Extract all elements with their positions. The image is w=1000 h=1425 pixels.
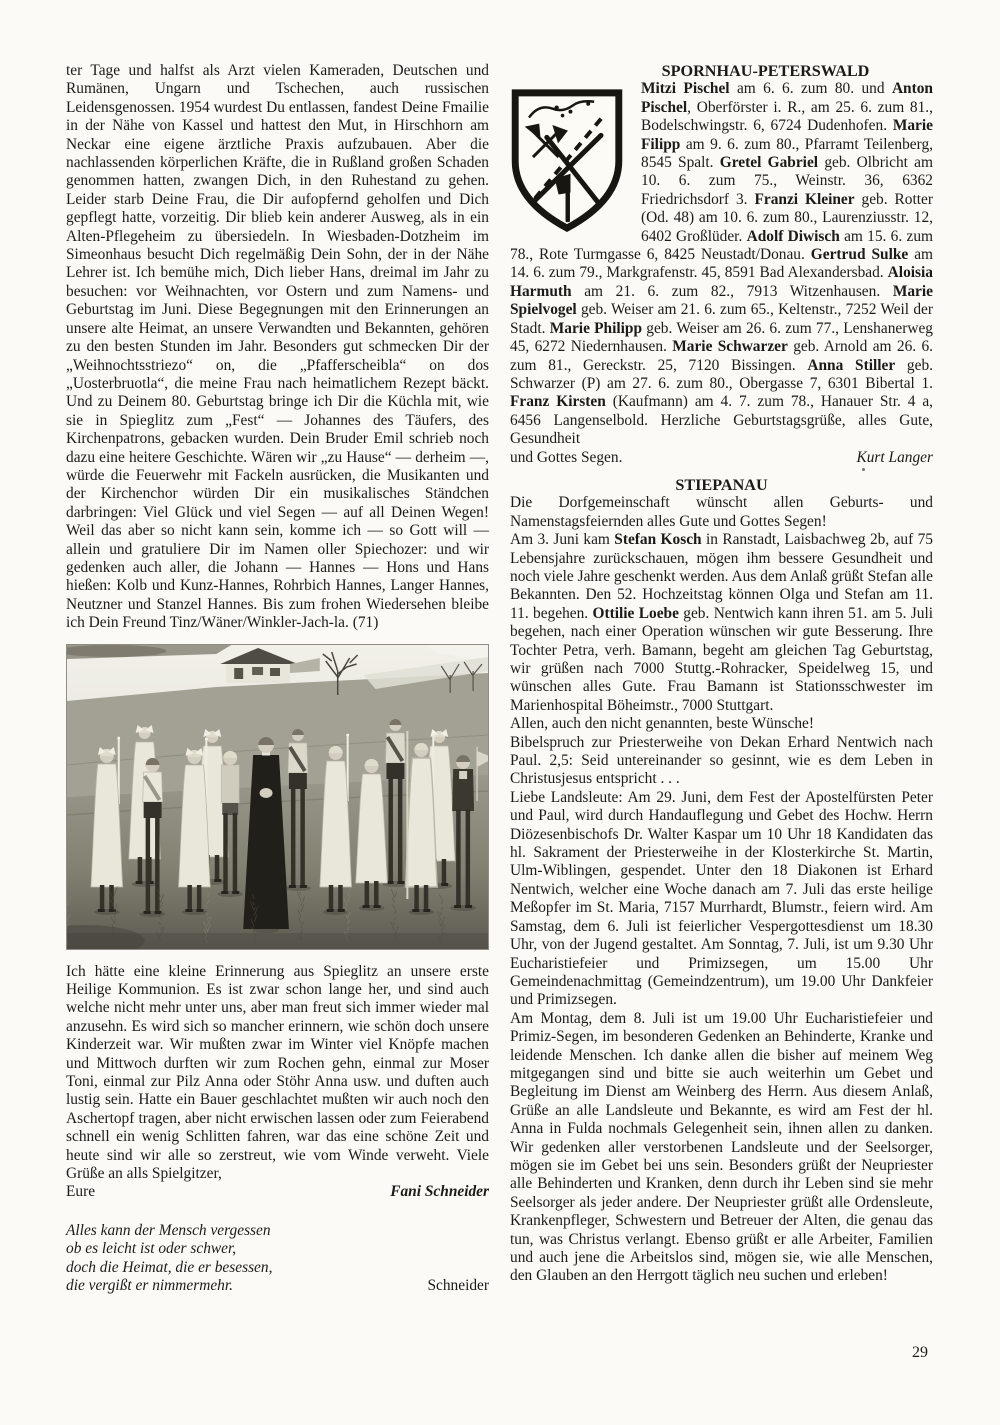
text-run: geb. Weiser am 26. 6. zum 77., Lenshanerweg 45, 6272 Niedernhausen. bbox=[510, 319, 933, 356]
text-run: am 6. 6. zum 80. und bbox=[729, 80, 892, 98]
text-run: in Ranstadt, Laisbachweg 2b, auf 75 Lebensjahre zurückschauen, mögen ihm bessere Gesundheit und noch viele Jahre geschenkt werden. Aus dem Anlaß grüßt Stefan alle Bekannten. Den 52. Hochzeitstag können Olga und Stefan am 11. 11. begehen. bbox=[510, 531, 933, 622]
poem-last-row bbox=[66, 1277, 489, 1295]
text-run: geb. Arnold am 26. 6. zum 81., Gereckstr. 25, 7120 Bissingen. bbox=[510, 338, 934, 374]
text-run: Die Dorfgemeinschaft wünscht allen Geburts- und Namenstagsfeiernden alles Gute und Gottes Segen! bbox=[510, 494, 933, 530]
text-run: Liebe Landsleute: Am 29. Juni, dem Fest der Apostelfürsten Peter und Paul, wird durch Handauflegung und Gebet des Hochw. Herrn Diözesenbischofs Dr. Walter Kaspar um 10 Uhr 18 Kandidaten das hl. Sakrament der Priesterweihe in der Klosterkirche St. Martin, Ulm-Wiblingen, gespendet. Unter den 18 Diakonen ist Erhard Nentwich, welcher eine Woche danach am 7. Juli das erste heilige Meßopfer im St. Maria, 7157 Murrhardt, Blumstr., feiern wird. Am Samstag, dem 6. Juli ist feierlicher Vespergottesdienst um 18.30 Uhr, von der Jugend gestaltet. Am Sonntag, 7. Juli, ist um 9.30 Uhr Eucharistiefeier und Primizsegen, um 15.00 Uhr Gemeindenachmittag (Gemeindzentrum), um 19.00 Uhr Dankfeier und Primizsegen. bbox=[510, 788, 933, 1009]
communion-photo bbox=[66, 644, 489, 950]
section-title-spornhau-peterswald: SPORNHAU-PETERSWALD bbox=[661, 62, 870, 80]
text-run: am 14. 6. zum 79., Markgrafenstr. 45, 8591 Bad Alexandersbad. bbox=[510, 246, 934, 282]
text-run: Gertrud Sulke bbox=[810, 246, 909, 264]
stiepanau-paragraph-1 bbox=[510, 494, 933, 531]
poem bbox=[66, 1222, 489, 1296]
poem-line-1: Alles kann der Mensch vergessen bbox=[66, 1221, 271, 1239]
spornhau-signature-row bbox=[510, 449, 933, 467]
poem-signature: Schneider bbox=[427, 1277, 489, 1295]
spornhau-section-body bbox=[510, 80, 933, 467]
text-run: Allen, auch den nicht genannten, beste Wünsche! bbox=[510, 715, 815, 733]
text-run: Ottilie Loebe bbox=[592, 604, 679, 622]
poem-line-4: die vergißt er nimmermehr. bbox=[66, 1277, 233, 1295]
text-run: Marie Philipp bbox=[549, 319, 643, 337]
communion-photo-image bbox=[67, 645, 488, 949]
text-run: Anna Stiller bbox=[807, 356, 896, 374]
text-run: am 21. 6. zum 82., 7913 Witzenhausen. bbox=[571, 282, 893, 300]
text-run: Adolf Diwisch bbox=[746, 227, 840, 245]
letter-continuation-text bbox=[66, 62, 489, 633]
stiepanau-paragraph-3 bbox=[510, 715, 933, 733]
spornhau-closing: und Gottes Segen. bbox=[510, 448, 623, 466]
section-title-stiepanau: STIEPANAU bbox=[675, 475, 768, 494]
stiepanau-paragraph-6 bbox=[510, 1010, 933, 1286]
text-run: ter Tage und halfst als Arzt vielen Kameraden, Deutschen und Rumänen, Ungarn und Tschechen, auch russischen Leidensgenossen. 1954 wurdest Du entlassen, fandest Deine Fmailie in der Nähe von Kassel und hattest den Mut, in Hirschhorn am Neckar eine eigene ärztliche Praxis aufzubauen. Aber die nachlassenden körperlichen Kräfte, die in Rußland großen Schaden genommen hatten, zwangen Dich, in den Ruhestand zu gehen. Leider starb Deine Frau, die Dir aufopfernd geholfen und Dich gepflegt hatte, vorzeitig. Dir blieb kein anderer Ausweg, als in ein Alten-Pflegeheim zu übersiedeln. In Wiesbaden-Dotzheim im Simeonhaus besucht Dich regelmäßig Dein Sohn, der in der Nähe Lehrer ist. Ich bemühe mich, Dich lieber Hans, dreimal im Jahr zu besuchen: vor Weihnachten, vor Ostern und zum Namens- und Geburtstag im Juni. Diese Begegnungen mit den Erinnerungen an unsere alte Heimat, an unsere Verwandten und Bekannten, gehören zu den besten Stunden im Jahr. Besonders gut schmecken Dir der „Weihnochtsstriezo“ on, die „Pfafferscheibla“ on dos „Uosterbruotla“, die meine Frau nach heimatlichem Rezept bäckt. Und zu Deinem 80. Geburtstag bringe ich Dir die Küchla mit, wie sie in Spieglitz zum „Fest“ — Johannes des Täufers, des Kirchenpatrons, gebacken wurden. Dein Bruder Emil schrieb noch dazu eine heitere Geschichte. Wären wir „zu Hause“ — derheim —, würde die Feuerwehr mit Fackeln ausrücken, die Musikanten und der Kirchenchor würden Dir ein musikalisches Ständchen darbringen: Viel Glück und viel Segen — auf all Deinen Wegen! Weil das aber so nicht kann sein, komme ich — so Gott will — allein und gratuliere Dir im Namen oller Spiechozer: und wir gedenken auch aller, die Johann — Hannes — Hons und Hans hießen: Kolb und Kunz-Hannes, Rohrbich Hannes, Langer Hannes, Neutzner und Stanzel Hannes. Bis zum frohen Wiedersehen bleibe ich Dein Freund Tinz/Wäner/Winkler-Jach-la. (71) bbox=[66, 62, 489, 632]
text-run: , Oberförster i. R., am 25. 6. zum 81., Bodelschwingstr. 6, 6724 Dudenhofen. bbox=[641, 98, 933, 135]
page-number: 29 bbox=[912, 1344, 928, 1361]
text-run: Stefan Kosch bbox=[614, 531, 702, 549]
text-run: Marie Filipp bbox=[641, 117, 933, 153]
poem-line-2: ob es leicht ist oder schwer, bbox=[66, 1240, 237, 1258]
text-run: Am 3. Juni kam bbox=[510, 531, 615, 549]
text-run: Ich hätte eine kleine Erinnerung aus Spieglitz an unsere erste Heilige Kommunion. Es ist zwar schon lange her, und sind auch welche nicht mehr unter uns, aber man freut sich immer wieder mal anzusehn. Es wird sich so mancher erinnern, wie schön doch unsere Kinderzeit war. Wir mußten zwar im Winter viel Knöpfe machen und Mittwoch durften wir zum Rochen gehn, einmal zur Moser Toni, einmal zur Pilz Anna oder Stöhr Anna usw. und duften auch lustig sein. Hatte ein Bauer geschlachtet mußten wir auch noch den Aschertopf tragen, aber nicht erwischen lassen oder zum Feierabend schnell ein wenig Schlitten fahren, war das eine schöne Zeit und heute sind wir alle so zerstreut, wie vom Winde verweht. Viele Grüße an alls Spielgitzer, bbox=[66, 962, 489, 1183]
spornhau-crest-icon bbox=[505, 84, 629, 234]
text-run: Mitzi Pischel bbox=[641, 80, 730, 98]
text-run: geb. Schwarzer (P) am 27. 6. zum 80., Obergasse 7, 6301 Bibertal 1. bbox=[510, 356, 934, 392]
text-run: am 9. 6. zum 80., Pfarramt Teilenberg, 8545 Spalt. bbox=[641, 135, 933, 172]
text-run: am 15. 6. zum 78., Rote Turmgasse 6, 8425 Neustadt/Donau. bbox=[510, 227, 933, 264]
right-column bbox=[510, 62, 933, 1286]
print-artifact-dot bbox=[862, 468, 865, 471]
caption-closing: Eure bbox=[66, 1183, 96, 1201]
text-run: Marie Spielvogel bbox=[510, 282, 933, 319]
text-run: Gretel Gabriel bbox=[719, 154, 819, 172]
spornhau-author-signature: Kurt Langer bbox=[856, 448, 933, 466]
text-run: geb. Olbricht am 10. 6. zum 75., Weinstr. 36, 6362 Friedrichsdorf 3. bbox=[641, 154, 933, 208]
caption-author-signature: Fani Schneider bbox=[390, 1183, 489, 1201]
text-run: Aloisia Harmuth bbox=[510, 264, 933, 300]
stiepanau-paragraph-2 bbox=[510, 531, 933, 715]
stiepanau-paragraph-5 bbox=[510, 789, 933, 1010]
crest-image bbox=[505, 84, 629, 234]
text-run: geb. Weiser am 21. 6. zum 65., Keltenstr., 7252 Weil der Stadt. bbox=[510, 301, 933, 337]
text-run: Franzi Kleiner bbox=[754, 190, 855, 208]
poem-line-3: doch die Heimat, die er besessen, bbox=[66, 1258, 273, 1276]
text-run: geb. Nentwich kann ihren 51. am 5. Juli begehen, nach einer Operation wünschen wir gute Besserung. Ihre Tochter Petra, verh. Bamann, begeht am gleichen Tag Geburtstag, wir grüßen nach 7000 Stuttg.-Rohracker, Speidelweg 15, und wünschen alles Gute. Frau Bamann ist Stationsschwester im Marienhospital Böheimstr., 7000 Stuttgart. bbox=[510, 604, 934, 714]
text-run: Anton Pischel bbox=[641, 80, 933, 116]
text-run: (Kaufmann) am 4. 7. zum 78., Hanauer Str. 4 a, 6456 Langenselbold. Herzliche Geburtstagsgrüße, alles Gute, Gesundheit bbox=[510, 393, 933, 448]
text-run: Marie Schwarzer bbox=[672, 338, 788, 356]
text-run: Franz Kirsten bbox=[510, 393, 606, 411]
stiepanau-paragraph-4 bbox=[510, 734, 933, 789]
text-run: Am Montag, dem 8. Juli ist um 19.00 Uhr Eucharistiefeier und Primiz-Segen, im besonderen Gedenken an Behinderte, Kranke und leidende Menschen. Ich danke allen die bisher auf meinem Weg mitgegangen sind und bitte sie auch weiterhin um Gebet und Begleitung im Dienst am Weinberg des Herrn. Aus diesem Anlaß, Grüße an alle Landsleute und Bekannte, es wird am Fest der hl. Anna in Fulda nochmals Gelegenheit sein, ihnen allen zu danken. Wir gedenken aller verstorbenen Landsleute und der Seelsorger, mögen sie im Gebet bei uns sein. Besonders grüßt der Neupriester alle Behinderten und Kranken, denn durch ihr Leben sind sie mehr Seelsorger als jeder andere. Der Neupriester grüßt alle Ordensleute, Krankenpfleger, Schwestern und Betreuer der Alten, die genau das tun, was Christus verlangt. Ebenso grüßt er alle Arbeiter, Familien und auch jene die Arbeitslos sind, mögen sie, wie alle Menschen, den Glauben an den Herrgott täglich neu suchen und erleben! bbox=[510, 1009, 933, 1285]
text-run: geb. Rotter (Od. 48) am 10. 6. zum 80., Laurenziusstr. 12, 6402 Großlüder. bbox=[641, 190, 933, 245]
caption-signature-row bbox=[66, 1183, 489, 1201]
photo-caption-text bbox=[66, 963, 489, 1184]
text-run: Bibelspruch zur Priesterweihe von Dekan Erhard Nentwich nach Paul. 2,5: Seid untereinander so gesinnt, wie es dem Leben in Christusjesus entspricht . . . bbox=[510, 733, 933, 788]
left-column bbox=[66, 62, 489, 1296]
